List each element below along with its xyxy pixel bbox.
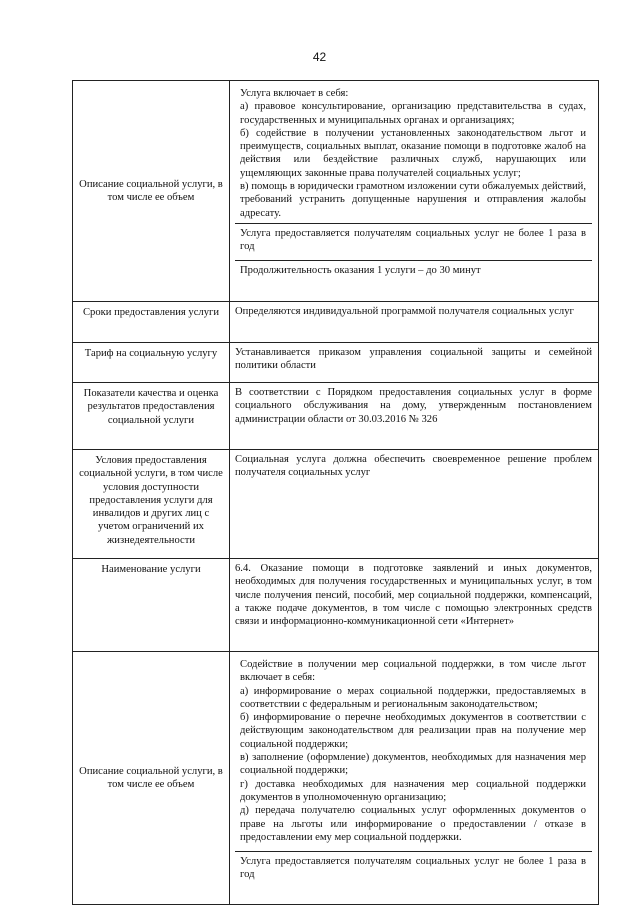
table-row bbox=[73, 652, 599, 905]
row-value: Определяются индивидуальной программой получателя социальных услуг bbox=[230, 302, 599, 343]
row-label: Условия предоставления социальной услуги, в том числе условия доступности предоставления услуги для инвалидов и других лиц с учетом ограничений их жизнедеятельности bbox=[73, 450, 230, 559]
row-value: Устанавливается приказом управления социальной защиты и семейной политики области bbox=[230, 343, 599, 383]
row-value bbox=[230, 81, 599, 302]
description-text: Содействие в получении мер социальной поддержки, в том числе льгот включает в себя: а) информирование о мерах социальной поддержки, предоставляемых в соответствии с федеральным и региональным законодательством; б) информирование о перечне необходимых документов в соответствии с действующим законодательством для реализации прав на получение мер социальной поддержки; в) заполнение (оформление) документов, необходимых для назначения мер социальной поддержки; г) доставка необходимых для назначения мер социальной поддержки документов в уполномоченную организацию; д) передача получателю социальных услуг оформленных документов о праве на льготы или информирование о предоставлении / отказе в предоставлении ему мер социальной поддержки. bbox=[235, 655, 592, 852]
table-row bbox=[73, 559, 599, 652]
table-row bbox=[73, 383, 599, 450]
table-row bbox=[73, 450, 599, 559]
row-label: Тариф на социальную услугу bbox=[73, 343, 230, 383]
duration-text: Продолжительность оказания 1 услуги – до 30 минут bbox=[240, 265, 481, 276]
frequency-text: Услуга предоставляется получателям социальных услуг не более 1 раза в год bbox=[235, 224, 592, 261]
description-text: Услуга включает в себя: а) правовое консультирование, организацию представительства в судах, государственных и муниципальных органах и организациях; б) содействие в получении установленных законодательством льгот и преимуществ, социальных выплат, оказание помощи в подготовке жалоб на действия или бездействие различных служб, нарушающих или ущемляющих законные права получателей социальных услуг; в) помощь в юридически грамотном изложении сути обжалуемых действий, требований устранить допущенные нарушения и отправления жалобы адресату. bbox=[235, 84, 592, 224]
row-value: В соответствии с Порядком предоставления социальных услуг в форме социального обслуживания на дому, утвержденным постановлением администрации области от 30.03.2016 № 326 bbox=[230, 383, 599, 450]
table-row bbox=[73, 302, 599, 343]
row-value bbox=[230, 652, 599, 905]
row-label: Показатели качества и оценка результатов предоставления социальной услуги bbox=[73, 383, 230, 450]
row-label: Наименование услуги bbox=[73, 559, 230, 652]
row-label: Описание социальной услуги, в том числе ее объем bbox=[73, 81, 230, 302]
page-number: 42 bbox=[312, 50, 327, 64]
row-value: Социальная услуга должна обеспечить своевременное решение проблем получателя социальных услуг bbox=[230, 450, 599, 559]
frequency-text: Услуга предоставляется получателям социальных услуг не более 1 раза в год bbox=[240, 856, 586, 881]
row-label: Сроки предоставления услуги bbox=[73, 302, 230, 343]
row-label: Описание социальной услуги, в том числе ее объем bbox=[73, 652, 230, 905]
service-table bbox=[72, 80, 599, 905]
table-row bbox=[73, 81, 599, 302]
table-row bbox=[73, 343, 599, 383]
row-value: 6.4. Оказание помощи в подготовке заявлений и иных документов, необходимых для получения государственных и муниципальных услуг, в том числе получения пенсий, пособий, мер социальной поддержки, компенсаций, а также подаче документов, в том числе с помощью электронных средств связи и информационно-коммуникационной сети «Интернет» bbox=[230, 559, 599, 652]
